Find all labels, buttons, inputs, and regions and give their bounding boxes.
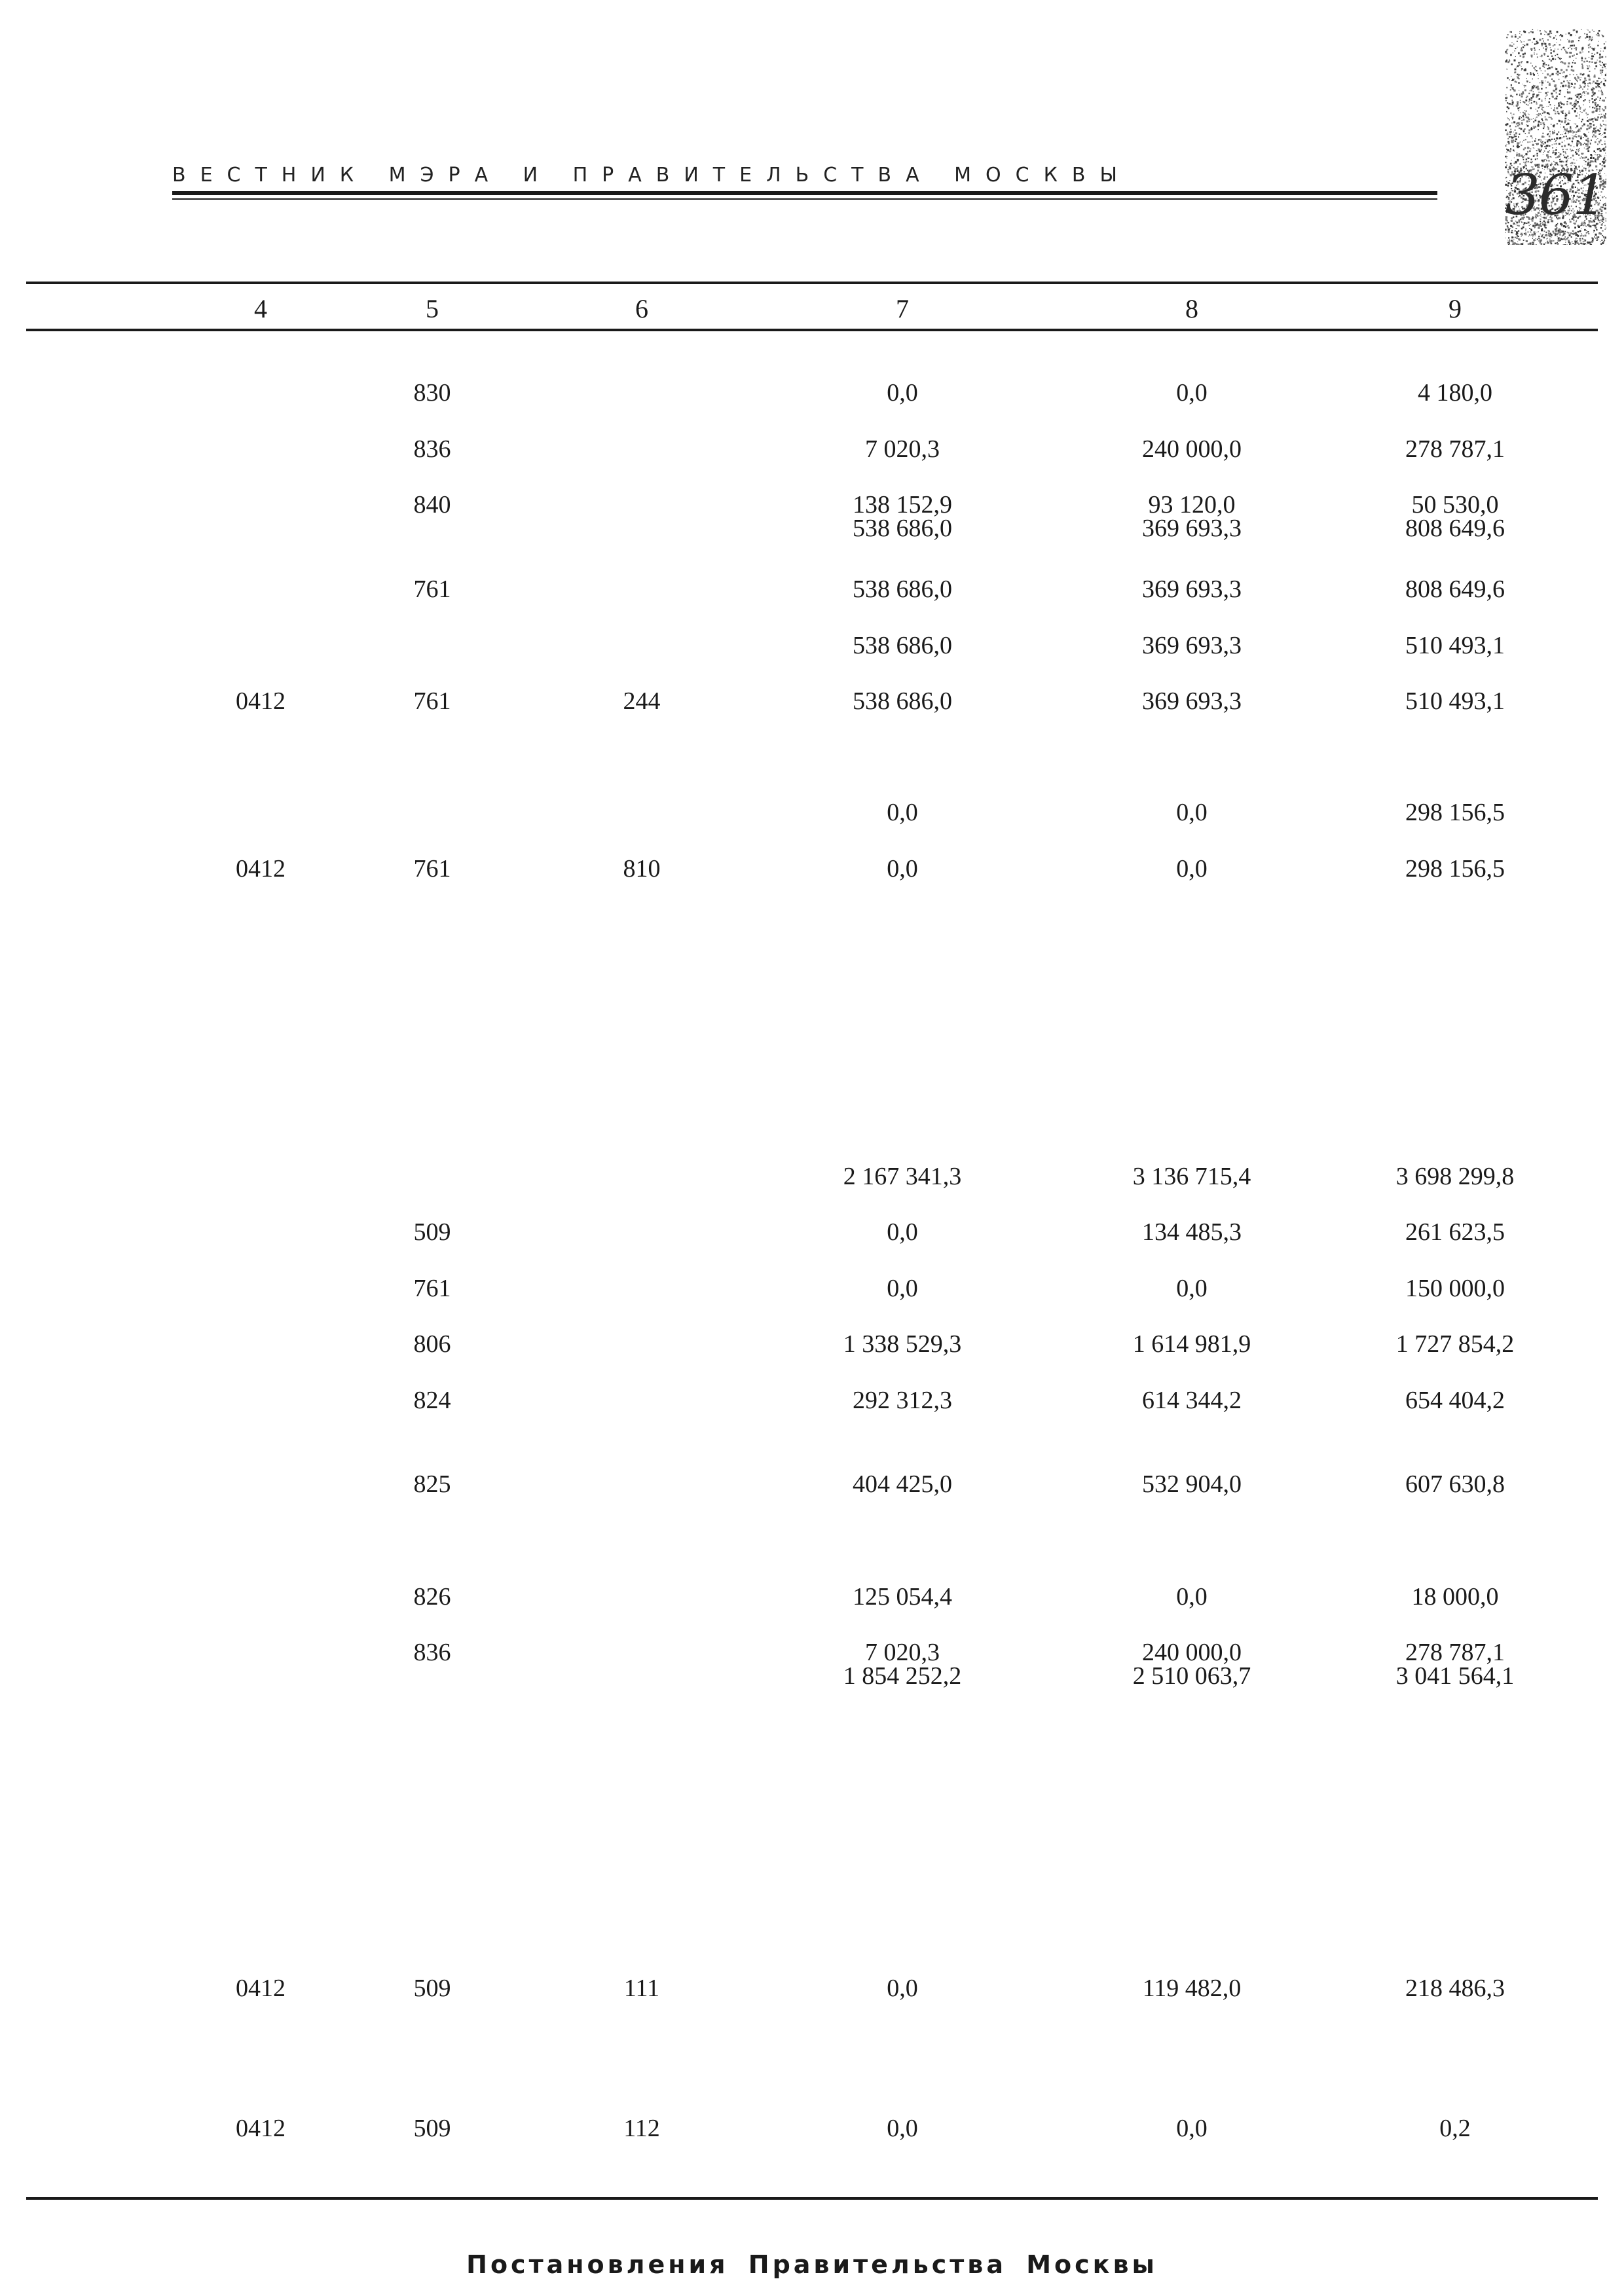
- table-cell-col-8: 0,0: [1176, 2115, 1208, 2142]
- table-cell-col-7: 404 425,0: [853, 1470, 952, 1498]
- table-cell-col-9: 3 698 299,8: [1395, 1163, 1515, 1190]
- table-cell-col-8: 369 693,3: [1142, 575, 1242, 603]
- table-cell-col-5: 509: [413, 2115, 451, 2142]
- table-cell-col-8: 532 904,0: [1142, 1470, 1242, 1498]
- table-cell-col-7: 0,0: [887, 799, 918, 826]
- table-header-rule: [26, 329, 1598, 331]
- table-cell-col-4: 0412: [236, 2115, 286, 2142]
- table-cell-col-6: 810: [623, 855, 661, 883]
- column-header-7: 7: [896, 294, 909, 323]
- table-cell-col-8: 369 693,3: [1142, 515, 1242, 542]
- table-cell-col-5: 761: [413, 687, 451, 715]
- table-cell-col-4: 0412: [236, 1975, 286, 2002]
- page-number-badge: [1505, 29, 1606, 245]
- table-cell-col-7: 538 686,0: [853, 515, 952, 542]
- table-cell-col-7: 7 020,3: [865, 1639, 940, 1666]
- table-cell-col-8: 0,0: [1176, 379, 1208, 407]
- table-cell-col-7: 2 167 341,3: [843, 1163, 962, 1190]
- table-cell-col-5: 836: [413, 435, 451, 463]
- table-cell-col-8: 93 120,0: [1148, 491, 1236, 519]
- table-top-rule: [26, 282, 1598, 284]
- table-cell-col-7: 1 854 252,2: [843, 1662, 962, 1690]
- column-header-4: 4: [254, 294, 267, 323]
- table-cell-col-6: 244: [623, 687, 661, 715]
- table-cell-col-9: 808 649,6: [1405, 575, 1505, 603]
- table-cell-col-7: 7 020,3: [865, 435, 940, 463]
- table-cell-col-9: 298 156,5: [1405, 855, 1505, 883]
- table-cell-col-8: 119 482,0: [1142, 1975, 1242, 2002]
- table-cell-col-9: 3 041 564,1: [1395, 1662, 1515, 1690]
- column-header-6: 6: [635, 294, 648, 323]
- table-cell-col-5: 761: [413, 575, 451, 603]
- header-rule: [172, 191, 1437, 195]
- table-cell-col-9: 218 486,3: [1405, 1975, 1505, 2002]
- table-cell-col-9: 1 727 854,2: [1395, 1330, 1515, 1358]
- table-cell-col-9: 298 156,5: [1405, 799, 1505, 826]
- table-cell-col-8: 3 136 715,4: [1132, 1163, 1251, 1190]
- table-cell-col-8: 0,0: [1176, 1583, 1208, 1611]
- table-cell-col-8: 240 000,0: [1142, 1639, 1242, 1666]
- table-cell-col-5: 806: [413, 1330, 451, 1358]
- table-cell-col-6: 111: [623, 1975, 660, 2002]
- table-cell-col-7: 0,0: [887, 1218, 918, 1246]
- table-cell-col-9: 0,2: [1439, 2115, 1471, 2142]
- table-cell-col-7: 538 686,0: [853, 575, 952, 603]
- table-bottom-rule: [26, 2197, 1598, 2200]
- table-cell-col-7: 292 312,3: [853, 1387, 952, 1414]
- table-cell-col-8: 369 693,3: [1142, 687, 1242, 715]
- table-cell-col-7: 0,0: [887, 855, 918, 883]
- table-cell-col-5: 509: [413, 1218, 451, 1246]
- table-cell-col-7: 125 054,4: [853, 1583, 952, 1611]
- page-number: 361: [1505, 163, 1606, 227]
- table-cell-col-5: 509: [413, 1975, 451, 2002]
- table-cell-col-5: 836: [413, 1639, 451, 1666]
- table-cell-col-7: 1 338 529,3: [843, 1330, 962, 1358]
- table-cell-col-9: 510 493,1: [1405, 632, 1505, 659]
- journal-title: ВЕСТНИК МЭРА И ПРАВИТЕЛЬСТВА МОСКВЫ: [172, 164, 1132, 187]
- table-cell-col-7: 0,0: [887, 379, 918, 407]
- table-cell-col-9: 278 787,1: [1405, 1639, 1505, 1666]
- table-cell-col-9: 18 000,0: [1411, 1583, 1499, 1611]
- table-cell-col-4: 0412: [236, 855, 286, 883]
- table-cell-col-9: 510 493,1: [1405, 687, 1505, 715]
- table-cell-col-8: 1 614 981,9: [1132, 1330, 1251, 1358]
- header-rule-thin: [172, 198, 1437, 200]
- table-cell-col-5: 825: [413, 1470, 451, 1498]
- table-cell-col-5: 824: [413, 1387, 451, 1414]
- column-header-8: 8: [1185, 294, 1198, 323]
- table-cell-col-7: 0,0: [887, 1275, 918, 1302]
- table-cell-col-7: 0,0: [887, 2115, 918, 2142]
- table-cell-col-8: 614 344,2: [1142, 1387, 1242, 1414]
- table-cell-col-8: 2 510 063,7: [1132, 1662, 1251, 1690]
- table-cell-col-5: 826: [413, 1583, 451, 1611]
- table-cell-col-8: 0,0: [1176, 855, 1208, 883]
- table-cell-col-7: 538 686,0: [853, 687, 952, 715]
- column-header-9: 9: [1449, 294, 1462, 323]
- table-cell-col-5: 840: [413, 491, 451, 519]
- table-cell-col-5: 761: [413, 855, 451, 883]
- table-cell-col-9: 50 530,0: [1411, 491, 1499, 519]
- table-cell-col-4: 0412: [236, 687, 286, 715]
- table-cell-col-7: 538 686,0: [853, 632, 952, 659]
- table-cell-col-7: 138 152,9: [853, 491, 952, 519]
- table-cell-col-8: 0,0: [1176, 799, 1208, 826]
- table-cell-col-8: 240 000,0: [1142, 435, 1242, 463]
- table-cell-col-9: 150 000,0: [1405, 1275, 1505, 1302]
- table-cell-col-9: 261 623,5: [1405, 1218, 1505, 1246]
- table-cell-col-6: 112: [623, 2115, 660, 2142]
- table-cell-col-9: 808 649,6: [1405, 515, 1505, 542]
- table-cell-col-8: 134 485,3: [1142, 1218, 1242, 1246]
- table-cell-col-9: 278 787,1: [1405, 435, 1505, 463]
- table-cell-col-9: 4 180,0: [1418, 379, 1492, 407]
- table-cell-col-7: 0,0: [887, 1975, 918, 2002]
- table-cell-col-8: 0,0: [1176, 1275, 1208, 1302]
- table-cell-col-9: 607 630,8: [1405, 1470, 1505, 1498]
- table-cell-col-8: 369 693,3: [1142, 632, 1242, 659]
- column-header-5: 5: [426, 294, 439, 323]
- table-cell-col-9: 654 404,2: [1405, 1387, 1505, 1414]
- table-cell-col-5: 830: [413, 379, 451, 407]
- table-cell-col-5: 761: [413, 1275, 451, 1302]
- section-title: Постановления Правительства Москвы: [466, 2250, 1158, 2279]
